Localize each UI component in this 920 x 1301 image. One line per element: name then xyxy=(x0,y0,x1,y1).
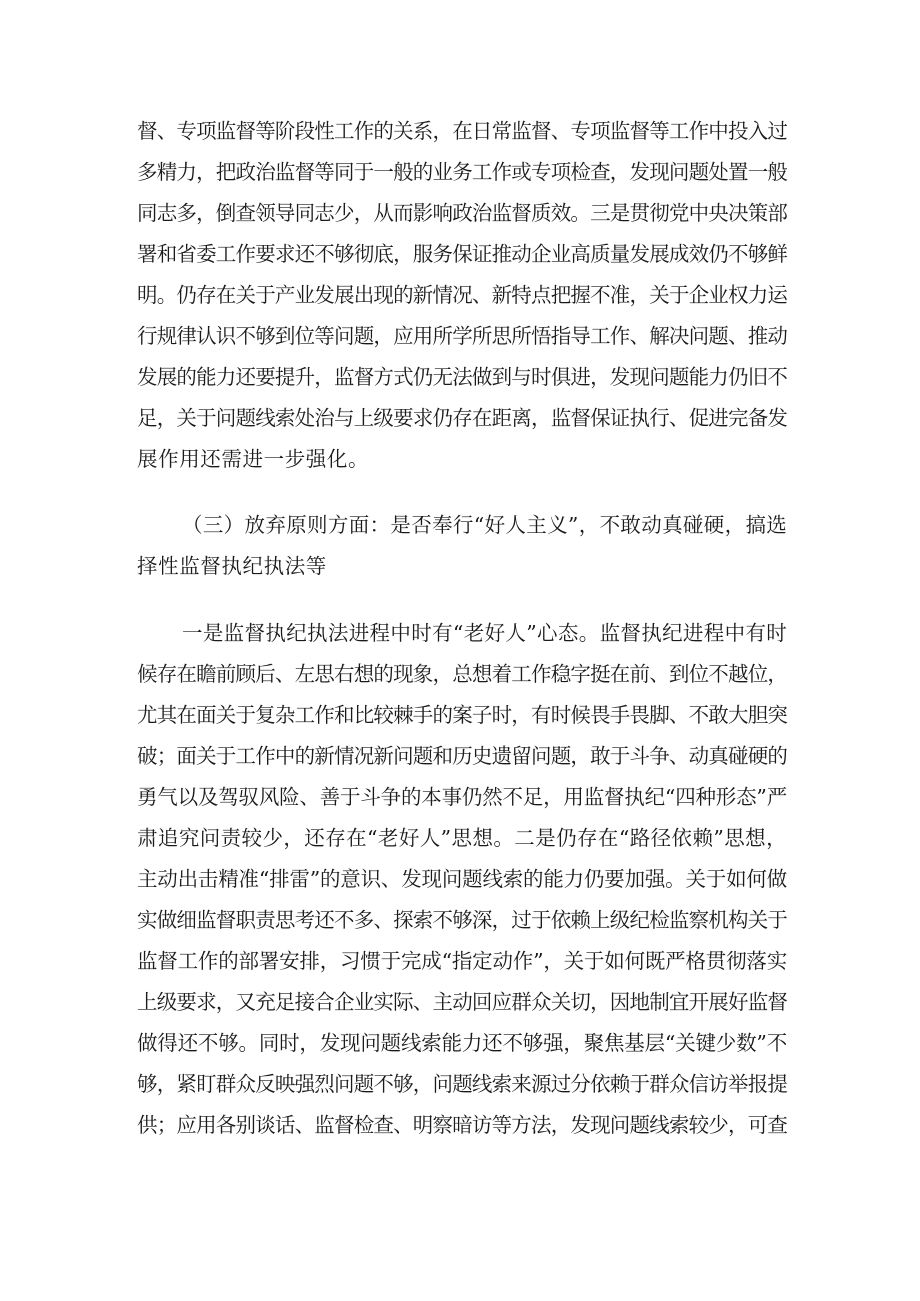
text-line: 勇气以及驾驭风险、善于斗争的本事仍然不足，用监督执纪“四种形态”严 xyxy=(137,785,787,809)
text-line: 实做细监督职责思考还不多、探索不够深，过于依赖上级纪检监察机构关于 xyxy=(137,908,788,932)
text-line: 破；面关于工作中的新情况新问题和历史遗留问题，敢于斗争、动真碰硬的 xyxy=(137,744,788,768)
text-line: 署和省委工作要求还不够彻底，服务保证推动企业高质量发展成效仍不够鲜 xyxy=(137,242,788,266)
text-line: 一是监督执纪执法进程中时有“老好人”心态。监督执纪进程中有时 xyxy=(182,621,787,645)
text-line: 候存在瞻前顾后、左思右想的现象，总想着工作稳字挺在前、到位不越位， xyxy=(137,662,788,686)
text-line: 足，关于问题线索处治与上级要求仍存在距离，监督保证执行、促进完备发 xyxy=(137,406,788,430)
heading-line: （三）放弃原则方面：是否奉行“好人主义”，不敢动真碰硬，搞选 xyxy=(182,513,787,537)
text-line: 尤其在面关于复杂工作和比较棘手的案子时，有时候畏手畏脚、不敢大胆突 xyxy=(137,703,788,727)
text-line: 够，紧盯群众反映强烈问题不够，问题线索来源过分依赖于群众信访举报提 xyxy=(137,1072,788,1096)
text-line: 上级要求，又充足接合企业实际、主动回应群众关切，因地制宜开展好监督 xyxy=(137,990,788,1014)
text-line: 监督工作的部署安排，习惯于完成“指定动作”，关于如何既严格贯彻落实 xyxy=(137,949,787,973)
text-line: 行规律认识不够到位等问题，应用所学所思所悟指导工作、解决问题、推动 xyxy=(137,324,788,348)
text-line: 展作用还需进一步强化。 xyxy=(137,447,370,471)
text-line: 发展的能力还要提升，监督方式仍无法做到与时俱进，发现问题能力仍旧不 xyxy=(137,365,788,389)
text-line: 同志多，倒查领导同志少，从而影响政治监督质效。三是贯彻党中央决策部 xyxy=(137,201,788,225)
heading-line: 择性监督执纪执法等 xyxy=(137,554,327,578)
text-line: 督、专项监督等阶段性工作的关系，在日常监督、专项监督等工作中投入过 xyxy=(137,119,788,143)
text-line: 供；应用各别谈话、监督检查、明察暗访等方法，发现问题线索较少，可查 xyxy=(137,1113,788,1137)
text-line: 做得还不够。同时，发现问题线索能力还不够强，聚焦基层“关键少数”不 xyxy=(137,1031,787,1055)
text-line: 肃追究问责较少，还存在“老好人”思想。二是仍存在“路径依赖”思想， xyxy=(137,826,787,850)
text-line: 多精力，把政治监督等同于一般的业务工作或专项检查，发现问题处置一般 xyxy=(137,160,788,184)
text-line: 明。仍存在关于产业发展出现的新情况、新特点把握不准，关于企业权力运 xyxy=(137,283,788,307)
text-line: 主动出击精准“排雷”的意识、发现问题线索的能力仍要加强。关于如何做 xyxy=(137,867,787,891)
